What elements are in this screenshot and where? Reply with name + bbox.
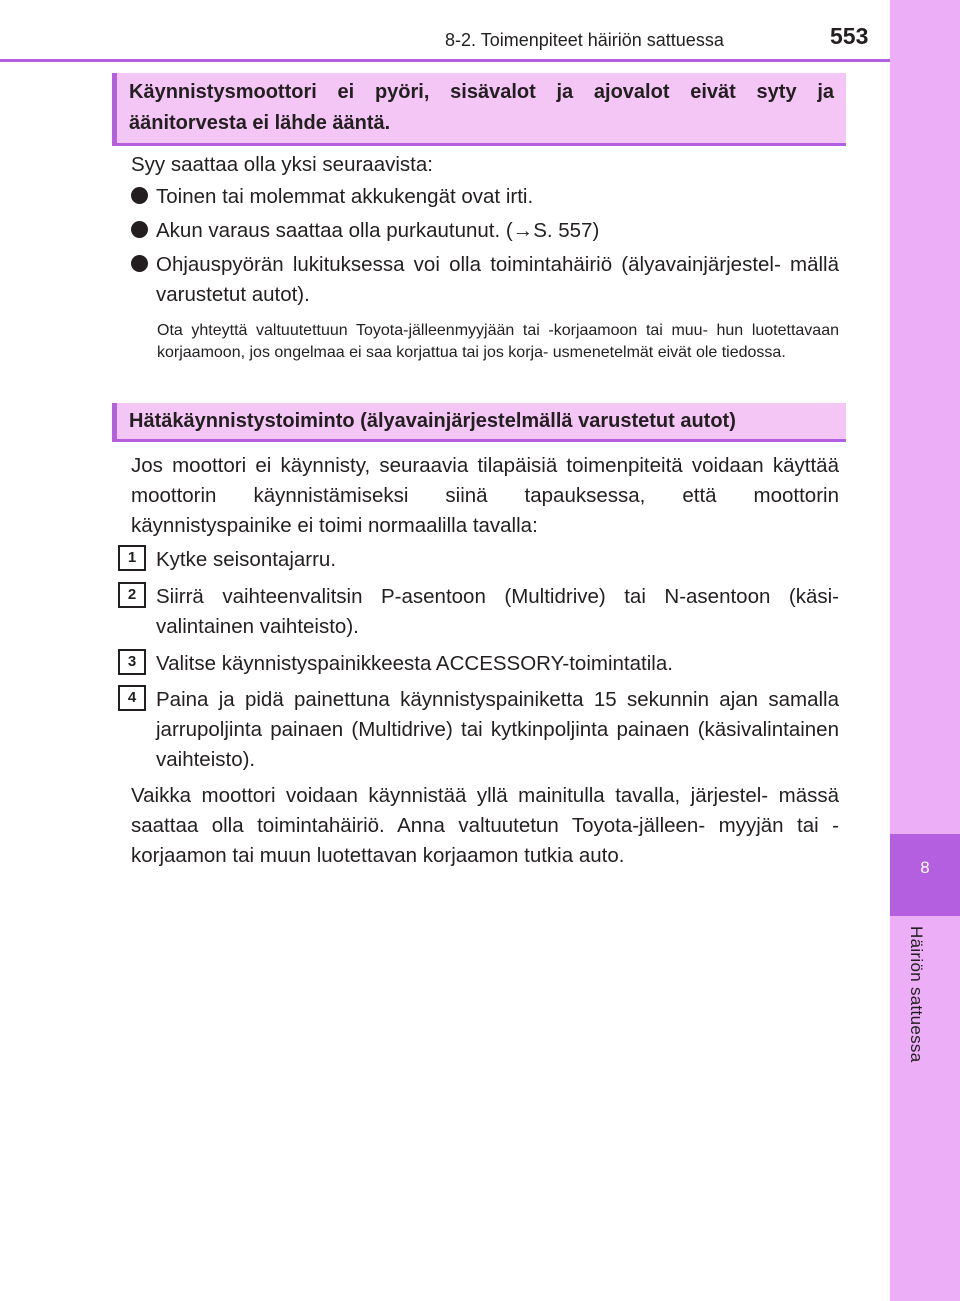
chapter-label: Häiriön sattuessa bbox=[907, 926, 926, 1063]
section2-outro: Vaikka moottori voidaan käynnistää yllä mainitulla tavalla, järjestel- mässä saattaa olla toimintahäiriö. Anna valtuutetun Toyota-jälleen- myyjän tai -korjaamon tai muun luotettavan korjaamon tutkia auto. bbox=[131, 784, 839, 867]
section1-intro: Syy saattaa olla yksi seuraavista: bbox=[131, 153, 433, 176]
step-number-badge: 3 bbox=[118, 649, 146, 675]
section2-title: Hätäkäynnistystoiminto (älyavainjärjestelmällä varustetut autot) bbox=[112, 403, 846, 442]
step-number-badge: 2 bbox=[118, 582, 146, 608]
chapter-number: 8 bbox=[920, 858, 930, 877]
bullet-item bbox=[131, 216, 839, 246]
bullet-icon bbox=[131, 255, 148, 272]
step-text: Paina ja pidä painettuna käynnistyspainiketta 15 sekunnin ajan samalla jarrupoljinta painaen (Multidrive) tai kytkinpoljinta painaen (käsivalintainen vaihteisto). bbox=[156, 688, 839, 771]
step-text: Siirrä vaihteenvalitsin P-asentoon (Multidrive) tai N-asentoon (käsi- valintainen vaihteisto). bbox=[156, 585, 839, 638]
bullet-item bbox=[131, 182, 839, 212]
step-text: Valitse käynnistyspainikkeesta ACCESSORY-toimintatila. bbox=[156, 652, 673, 675]
bullet-text: Akun varaus saattaa olla purkautunut. (→S. 557) bbox=[156, 219, 600, 242]
header-section-title: 8-2. Toimenpiteet häiriön sattuessa bbox=[445, 30, 724, 50]
section2-intro: Jos moottori ei käynnisty, seuraavia tilapäisiä toimenpiteitä voidaan käyttää moottorin käynnistämiseksi siinä tapauksessa, että moottorin käynnistyspainike ei toimi normaalilla tavalla: bbox=[131, 454, 839, 537]
bullet-text: Ohjauspyörän lukituksessa voi olla toimintahäiriö (älyavainjärjestel- mällä varustetut autot). bbox=[156, 253, 839, 306]
side-tab bbox=[890, 0, 960, 1301]
header-rule bbox=[0, 59, 890, 62]
section1-title: Käynnistysmoottori ei pyöri, sisävalot ja ajovalot eivät syty ja äänitorvesta ei lähde ääntä. bbox=[112, 73, 846, 146]
bullet-icon bbox=[131, 221, 148, 238]
step-text: Kytke seisontajarru. bbox=[156, 548, 337, 571]
section1-note: Ota yhteyttä valtuutettuun Toyota-jälleenmyyjään tai -korjaamoon tai muu- hun luotettavaan korjaamoon, jos ongelmaa ei saa korjattua tai jos korja- usmenetelmät eivät ole tiedossa. bbox=[157, 322, 839, 361]
page-number: 553 bbox=[830, 23, 869, 49]
step-number-badge: 1 bbox=[118, 545, 146, 571]
bullet-text: Toinen tai molemmat akkukengät ovat irti. bbox=[156, 185, 534, 208]
step-number-badge: 4 bbox=[118, 685, 146, 711]
bullet-icon bbox=[131, 187, 148, 204]
bullet-item bbox=[131, 250, 839, 310]
